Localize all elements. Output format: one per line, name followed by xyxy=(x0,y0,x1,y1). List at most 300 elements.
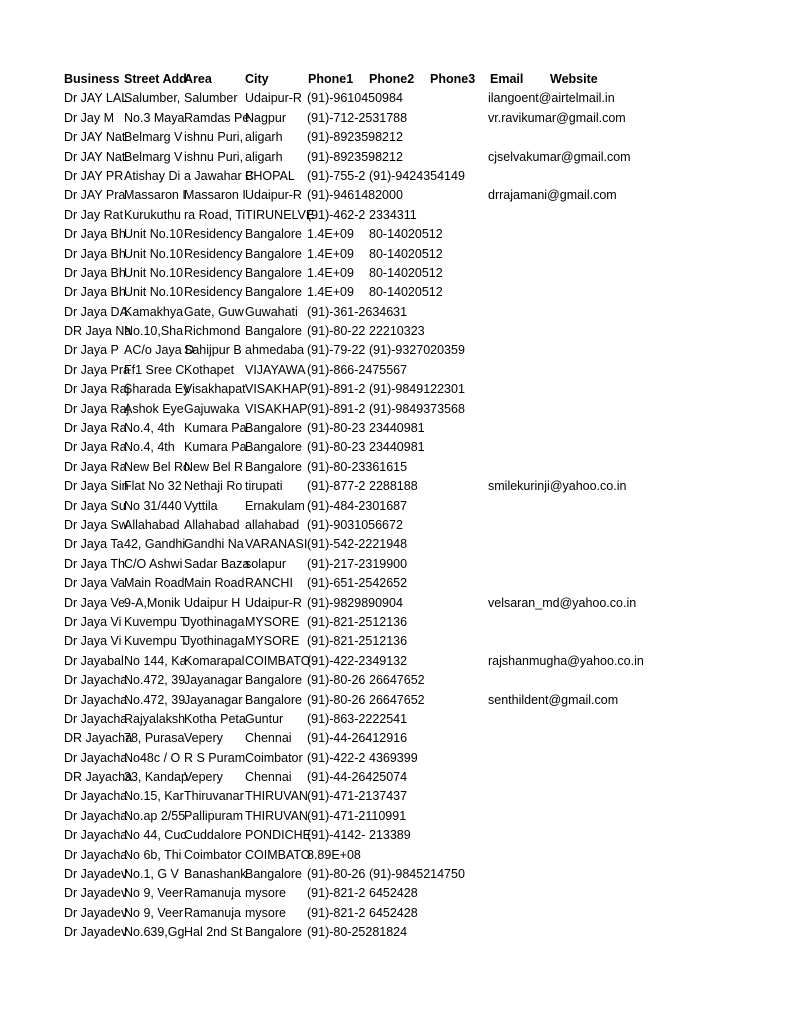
cell-area[interactable]: Ramdas Pe xyxy=(184,110,250,125)
cell-email[interactable]: velsaran_md@yahoo.co.in xyxy=(488,595,637,610)
cell-email[interactable]: rajshanmugha@yahoo.co.in xyxy=(488,653,644,668)
cell-area[interactable]: Richmond xyxy=(184,324,241,339)
cell-phone2[interactable] xyxy=(369,497,430,516)
cell-city[interactable]: allahabad xyxy=(245,517,300,532)
cell-phone1[interactable]: (91)-8923598212 xyxy=(307,130,403,145)
cell-area[interactable]: ishnu Puri, xyxy=(184,149,244,164)
cell-city[interactable]: COIMBATO xyxy=(245,847,311,862)
cell-city[interactable]: Bangalore xyxy=(245,867,302,882)
cell-phone1[interactable]: 1.4E+09 xyxy=(307,246,354,261)
cell-city[interactable]: Bangalore xyxy=(245,227,302,242)
cell-phone3[interactable] xyxy=(430,535,490,554)
cell-email[interactable] xyxy=(488,749,808,768)
cell-email[interactable] xyxy=(488,245,808,264)
cell-city[interactable]: Chennai xyxy=(245,731,292,746)
cell-business[interactable]: Dr Jaya Bh xyxy=(64,246,126,261)
cell-business[interactable]: Dr Jaya Pra xyxy=(64,362,130,377)
cell-phone1[interactable]: (91)-422-2349132 xyxy=(307,653,408,668)
cell-phone3[interactable] xyxy=(430,458,490,477)
header-email[interactable]: Email xyxy=(490,72,524,86)
cell-email[interactable] xyxy=(488,613,808,632)
cell-city[interactable]: RANCHI xyxy=(245,576,293,591)
cell-phone1[interactable]: (91)-4142- xyxy=(307,828,366,843)
cell-street-address[interactable]: No48c / O xyxy=(124,750,181,765)
cell-phone2[interactable] xyxy=(369,594,430,613)
cell-business[interactable]: DR Jayacha xyxy=(64,770,133,785)
cell-phone2[interactable] xyxy=(369,768,430,787)
cell-phone1[interactable]: (91)-80-22 xyxy=(307,324,366,339)
cell-phone2[interactable] xyxy=(369,710,430,729)
cell-area[interactable]: Sadar Baza xyxy=(184,556,250,571)
cell-phone3[interactable] xyxy=(430,613,490,632)
cell-phone2[interactable] xyxy=(369,807,430,826)
cell-phone2[interactable]: 26647652 xyxy=(369,692,425,707)
cell-area[interactable]: Gajuwaka xyxy=(184,401,240,416)
cell-phone2[interactable] xyxy=(369,128,430,147)
cell-street-address[interactable]: Ashok Eye xyxy=(124,401,184,416)
cell-city[interactable]: mysore xyxy=(245,886,286,901)
cell-phone1[interactable]: (91)-9031056672 xyxy=(307,517,403,532)
cell-area[interactable]: Gate, Guw xyxy=(184,304,244,319)
cell-street-address[interactable]: C/O Ashwi xyxy=(124,556,183,571)
cell-phone2[interactable] xyxy=(369,555,430,574)
cell-business[interactable]: Dr Jaya Va xyxy=(64,576,125,591)
cell-email[interactable] xyxy=(488,225,808,244)
cell-city[interactable]: VIJAYAWA xyxy=(245,362,306,377)
cell-phone3[interactable] xyxy=(430,283,490,302)
cell-phone1[interactable]: (91)-755-2 xyxy=(307,168,366,183)
cell-business[interactable]: Dr Jayacha xyxy=(64,808,128,823)
cell-phone2[interactable]: 80-14020512 xyxy=(369,227,443,242)
cell-phone1[interactable]: (91)-44-26412916 xyxy=(307,731,408,746)
cell-area[interactable]: Nethaji Ro xyxy=(184,479,243,494)
cell-phone1[interactable]: (91)-9829890904 xyxy=(307,595,403,610)
cell-phone1[interactable]: (91)-821-2512136 xyxy=(307,634,408,649)
cell-phone2[interactable]: 80-14020512 xyxy=(369,285,443,300)
cell-area[interactable]: Visakhapat xyxy=(184,382,246,397)
cell-city[interactable]: MYSORE xyxy=(245,614,300,629)
header-city[interactable]: City xyxy=(245,72,269,86)
cell-phone1[interactable]: (91)-542-2221948 xyxy=(307,537,408,552)
cell-city[interactable]: COIMBATO xyxy=(245,653,311,668)
cell-email[interactable] xyxy=(488,923,808,942)
cell-email[interactable] xyxy=(488,884,808,903)
cell-phone2[interactable] xyxy=(369,516,430,535)
cell-city[interactable]: VISAKHAP xyxy=(245,401,308,416)
cell-phone1[interactable]: (91)-863-2222541 xyxy=(307,711,408,726)
cell-business[interactable]: Dr JAY PR xyxy=(64,168,124,183)
cell-street-address[interactable]: Unit No.10 xyxy=(124,246,184,261)
cell-phone2[interactable]: 6452428 xyxy=(369,905,418,920)
cell-city[interactable]: Bangalore xyxy=(245,925,302,940)
cell-phone3[interactable] xyxy=(430,884,490,903)
cell-city[interactable]: VISAKHAP xyxy=(245,382,308,397)
cell-business[interactable]: Dr Jaya Bh xyxy=(64,285,126,300)
cell-email[interactable] xyxy=(488,671,808,690)
cell-phone3[interactable] xyxy=(430,128,490,147)
cell-phone1[interactable]: 1.4E+09 xyxy=(307,265,354,280)
cell-street-address[interactable]: No 9, Veer xyxy=(124,886,184,901)
cell-area[interactable]: Vepery xyxy=(184,731,223,746)
cell-city[interactable]: Udaipur-R xyxy=(245,91,302,106)
cell-phone1[interactable]: (91)-462-2 xyxy=(307,207,366,222)
cell-city[interactable]: solapur xyxy=(245,556,286,571)
cell-phone1[interactable]: (91)-79-22 xyxy=(307,343,366,358)
cell-phone3[interactable] xyxy=(430,264,490,283)
header-area[interactable]: Area xyxy=(184,72,212,86)
cell-area[interactable]: Vepery xyxy=(184,770,223,785)
cell-business[interactable]: Dr JAY Pra xyxy=(64,188,126,203)
cell-business[interactable]: Dr Jayadev xyxy=(64,886,128,901)
cell-business[interactable]: Dr Jayadev xyxy=(64,905,128,920)
cell-business[interactable]: Dr Jay M xyxy=(64,110,114,125)
cell-phone2[interactable]: 80-14020512 xyxy=(369,265,443,280)
cell-email[interactable] xyxy=(488,710,808,729)
cell-business[interactable]: Dr Jayacha xyxy=(64,828,128,843)
cell-street-address[interactable]: 33, Kandap xyxy=(124,770,188,785)
cell-phone1[interactable]: (91)-80-26 xyxy=(307,692,366,707)
cell-business[interactable]: Dr JAY Nat xyxy=(64,130,126,145)
cell-business[interactable]: Dr Jaya Ve xyxy=(64,595,126,610)
cell-street-address[interactable]: 9-A,Monik xyxy=(124,595,181,610)
cell-email[interactable] xyxy=(488,768,808,787)
cell-city[interactable]: Bangalore xyxy=(245,440,302,455)
cell-phone1[interactable]: (91)-891-2 xyxy=(307,401,366,416)
header-phone3[interactable]: Phone3 xyxy=(430,72,476,86)
cell-street-address[interactable]: No.15, Kar xyxy=(124,789,184,804)
cell-phone3[interactable] xyxy=(430,109,490,128)
cell-business[interactable]: Dr Jayacha xyxy=(64,673,128,688)
cell-phone2[interactable] xyxy=(369,574,430,593)
cell-street-address[interactable]: Kuvempu T xyxy=(124,614,188,629)
cell-email[interactable] xyxy=(488,341,808,360)
cell-phone1[interactable]: (91)-712-2531788 xyxy=(307,110,408,125)
cell-phone1[interactable]: (91)-866-2475567 xyxy=(307,362,408,377)
cell-phone1[interactable]: (91)-44-26425074 xyxy=(307,770,408,785)
cell-email[interactable] xyxy=(488,865,808,884)
cell-phone1[interactable]: (91)-651-2542652 xyxy=(307,576,408,591)
cell-business[interactable]: Dr Jayadev xyxy=(64,867,128,882)
cell-street-address[interactable]: No 9, Veer xyxy=(124,905,184,920)
cell-phone3[interactable] xyxy=(430,632,490,651)
cell-area[interactable]: Ramanuja xyxy=(184,886,241,901)
cell-street-address[interactable]: Kamakhya xyxy=(124,304,184,319)
cell-phone3[interactable] xyxy=(430,904,490,923)
cell-email[interactable] xyxy=(488,206,808,225)
cell-area[interactable]: Allahabad xyxy=(184,517,240,532)
cell-area[interactable]: Pallipuram xyxy=(184,808,244,823)
cell-city[interactable]: THIRUVAN xyxy=(245,808,308,823)
cell-street-address[interactable]: Unit No.10 xyxy=(124,265,184,280)
cell-business[interactable]: Dr Jaya Ra xyxy=(64,459,127,474)
cell-phone3[interactable] xyxy=(430,322,490,341)
cell-phone2[interactable]: (91)-9424354149 xyxy=(369,168,465,183)
cell-phone1[interactable]: (91)-9610450984 xyxy=(307,91,403,106)
cell-email[interactable] xyxy=(488,516,808,535)
cell-phone2[interactable]: (91)-9327020359 xyxy=(369,343,465,358)
cell-email[interactable] xyxy=(488,400,808,419)
cell-phone1[interactable]: (91)-422-2 xyxy=(307,750,366,765)
cell-phone1[interactable]: (91)-80-25281824 xyxy=(307,925,408,940)
cell-area[interactable]: Jayanagar xyxy=(184,673,243,688)
cell-street-address[interactable]: Sharada Ey xyxy=(124,382,190,397)
cell-phone3[interactable] xyxy=(430,477,490,496)
cell-area[interactable]: Jyothinaga xyxy=(184,634,245,649)
cell-street-address[interactable]: No 6b, Thi xyxy=(124,847,182,862)
cell-phone3[interactable] xyxy=(430,555,490,574)
cell-street-address[interactable]: No.472, 39 xyxy=(124,673,186,688)
cell-email[interactable] xyxy=(488,264,808,283)
cell-city[interactable]: PONDICHE xyxy=(245,828,311,843)
cell-phone3[interactable] xyxy=(430,671,490,690)
cell-street-address[interactable]: 78, Purasa xyxy=(124,731,185,746)
cell-phone2[interactable] xyxy=(369,632,430,651)
cell-street-address[interactable]: Rajyalaksh xyxy=(124,711,186,726)
cell-email[interactable]: drrajamani@gmail.com xyxy=(488,188,617,203)
cell-phone2[interactable] xyxy=(369,109,430,128)
cell-street-address[interactable]: No.10,Sha xyxy=(124,324,184,339)
cell-email[interactable] xyxy=(488,807,808,826)
cell-business[interactable]: Dr Jayacha xyxy=(64,711,128,726)
cell-phone2[interactable]: 80-14020512 xyxy=(369,246,443,261)
cell-phone3[interactable] xyxy=(430,865,490,884)
cell-area[interactable]: Kumara Pa xyxy=(184,440,247,455)
cell-city[interactable]: Bangalore xyxy=(245,285,302,300)
cell-city[interactable]: Coimbator xyxy=(245,750,303,765)
cell-street-address[interactable]: Kuvempu T xyxy=(124,634,188,649)
cell-phone1[interactable]: (91)-80-26 xyxy=(307,673,366,688)
cell-email[interactable] xyxy=(488,846,808,865)
cell-phone1[interactable]: (91)-821-2 xyxy=(307,886,366,901)
cell-street-address[interactable]: No.639,Gg xyxy=(124,925,185,940)
cell-area[interactable]: Gandhi Na xyxy=(184,537,244,552)
cell-phone3[interactable] xyxy=(430,206,490,225)
cell-phone2[interactable] xyxy=(369,613,430,632)
cell-business[interactable]: Dr Jayacha xyxy=(64,750,128,765)
cell-email[interactable] xyxy=(488,826,808,845)
cell-area[interactable]: Thiruvanar xyxy=(184,789,244,804)
cell-area[interactable]: New Bel R xyxy=(184,459,244,474)
cell-phone3[interactable] xyxy=(430,400,490,419)
cell-area[interactable]: Kumara Pa xyxy=(184,421,247,436)
header-website[interactable]: Website xyxy=(550,72,598,86)
cell-city[interactable]: Guwahati xyxy=(245,304,298,319)
cell-street-address[interactable]: Ff1 Sree C xyxy=(124,362,185,377)
cell-phone3[interactable] xyxy=(430,225,490,244)
cell-city[interactable]: TIRUNELVE xyxy=(245,207,315,222)
cell-business[interactable]: Dr Jaya Raj xyxy=(64,382,130,397)
cell-email[interactable] xyxy=(488,128,808,147)
cell-city[interactable]: Bangalore xyxy=(245,246,302,261)
cell-phone3[interactable] xyxy=(430,691,490,710)
cell-city[interactable]: Ernakulam xyxy=(245,498,305,513)
cell-street-address[interactable]: No.1, G V xyxy=(124,867,179,882)
cell-area[interactable]: Main Road xyxy=(184,576,245,591)
cell-business[interactable]: DR Jaya Na xyxy=(64,324,132,339)
cell-business[interactable]: Dr Jaya Ta xyxy=(64,537,124,552)
cell-business[interactable]: Dr Jaya P xyxy=(64,343,119,358)
cell-phone3[interactable] xyxy=(430,341,490,360)
cell-phone2[interactable]: (91)-9849373568 xyxy=(369,401,465,416)
cell-email[interactable] xyxy=(488,555,808,574)
cell-area[interactable]: Jyothinaga xyxy=(184,614,245,629)
cell-phone2[interactable]: 6452428 xyxy=(369,886,418,901)
cell-street-address[interactable]: Unit No.10 xyxy=(124,227,184,242)
cell-city[interactable]: Guntur xyxy=(245,711,284,726)
cell-business[interactable]: Dr Jayacha xyxy=(64,847,128,862)
cell-street-address[interactable]: No 31/440 xyxy=(124,498,182,513)
cell-area[interactable]: Salumber xyxy=(184,91,238,106)
cell-phone2[interactable]: 4369399 xyxy=(369,750,418,765)
cell-city[interactable]: ahmedaba xyxy=(245,343,305,358)
cell-email[interactable] xyxy=(488,438,808,457)
cell-area[interactable]: Kothapet xyxy=(184,362,235,377)
cell-phone2[interactable] xyxy=(369,458,430,477)
cell-phone1[interactable]: (91)-80-23 xyxy=(307,440,366,455)
cell-phone1[interactable]: (91)-821-2 xyxy=(307,905,366,920)
cell-email[interactable] xyxy=(488,535,808,554)
cell-phone1[interactable]: (91)-484-2301687 xyxy=(307,498,408,513)
cell-city[interactable]: Udaipur-R xyxy=(245,595,302,610)
cell-phone3[interactable] xyxy=(430,574,490,593)
cell-phone3[interactable] xyxy=(430,787,490,806)
cell-city[interactable]: Bangalore xyxy=(245,459,302,474)
cell-phone3[interactable] xyxy=(430,594,490,613)
cell-street-address[interactable]: Unit No.10 xyxy=(124,285,184,300)
cell-phone3[interactable] xyxy=(430,652,490,671)
cell-business[interactable]: Dr JAY LAL xyxy=(64,91,129,106)
cell-street-address[interactable]: Atishay Di xyxy=(124,168,181,183)
cell-phone1[interactable]: (91)-821-2512136 xyxy=(307,614,408,629)
cell-email[interactable]: senthildent@gmail.com xyxy=(488,692,619,707)
cell-phone3[interactable] xyxy=(430,167,490,186)
cell-email[interactable]: vr.ravikumar@gmail.com xyxy=(488,110,626,125)
cell-city[interactable]: Bangalore xyxy=(245,265,302,280)
cell-area[interactable]: Residency xyxy=(184,246,243,261)
cell-business[interactable]: Dr Jayacha xyxy=(64,692,128,707)
cell-area[interactable]: Massaron I xyxy=(184,188,246,203)
cell-email[interactable]: cjselvakumar@gmail.com xyxy=(488,149,631,164)
cell-street-address[interactable]: No 44, Cuc xyxy=(124,828,187,843)
cell-business[interactable]: Dr Jaya Ra xyxy=(64,440,127,455)
cell-business[interactable]: Dr Jaya Vi xyxy=(64,634,122,649)
cell-phone3[interactable] xyxy=(430,89,490,108)
cell-email[interactable] xyxy=(488,361,808,380)
cell-phone2[interactable] xyxy=(369,787,430,806)
cell-area[interactable]: Ramanuja xyxy=(184,905,241,920)
cell-phone1[interactable]: (91)-80-26 xyxy=(307,867,366,882)
cell-phone3[interactable] xyxy=(430,361,490,380)
cell-phone2[interactable] xyxy=(369,303,430,322)
cell-phone2[interactable] xyxy=(369,923,430,942)
cell-business[interactable]: Dr Jaya Bh xyxy=(64,227,126,242)
cell-city[interactable]: Bangalore xyxy=(245,692,302,707)
cell-email[interactable] xyxy=(488,497,808,516)
cell-phone3[interactable] xyxy=(430,923,490,942)
cell-phone2[interactable]: 22210323 xyxy=(369,324,425,339)
cell-phone2[interactable]: 26647652 xyxy=(369,673,425,688)
cell-phone1[interactable]: (91)-8923598212 xyxy=(307,149,403,164)
cell-city[interactable]: aligarh xyxy=(245,130,283,145)
cell-email[interactable] xyxy=(488,632,808,651)
cell-street-address[interactable]: Salumber, xyxy=(124,91,181,106)
cell-street-address[interactable]: Allahabad xyxy=(124,517,180,532)
cell-phone3[interactable] xyxy=(430,497,490,516)
cell-phone2[interactable]: 213389 xyxy=(369,828,411,843)
cell-phone1[interactable]: (91)-361-2634631 xyxy=(307,304,408,319)
cell-phone2[interactable]: 23440981 xyxy=(369,440,425,455)
cell-street-address[interactable]: No.3 Maya xyxy=(124,110,185,125)
cell-street-address[interactable]: Belmarg V xyxy=(124,149,183,164)
cell-phone2[interactable] xyxy=(369,535,430,554)
cell-email[interactable] xyxy=(488,380,808,399)
cell-email[interactable] xyxy=(488,419,808,438)
cell-area[interactable]: a Jawahar C xyxy=(184,168,255,183)
cell-phone3[interactable] xyxy=(430,380,490,399)
cell-phone3[interactable] xyxy=(430,768,490,787)
cell-email[interactable] xyxy=(488,729,808,748)
header-phone1[interactable]: Phone1 xyxy=(308,72,354,86)
cell-email[interactable] xyxy=(488,574,808,593)
cell-city[interactable]: Udaipur-R xyxy=(245,188,302,203)
cell-area[interactable]: Residency xyxy=(184,285,243,300)
cell-business[interactable]: Dr Jaya Th xyxy=(64,556,125,571)
cell-phone2[interactable]: (91)-9849122301 xyxy=(369,382,465,397)
header-business[interactable]: Business xyxy=(64,72,120,86)
cell-area[interactable]: Coimbator xyxy=(184,847,242,862)
cell-business[interactable]: DR Jayacha xyxy=(64,731,133,746)
cell-phone3[interactable] xyxy=(430,729,490,748)
cell-email[interactable] xyxy=(488,904,808,923)
cell-phone2[interactable] xyxy=(369,729,430,748)
cell-street-address[interactable]: No.472, 39 xyxy=(124,692,186,707)
cell-area[interactable]: R S Puram xyxy=(184,750,246,765)
cell-business[interactable]: Dr Jayabal xyxy=(64,653,124,668)
cell-area[interactable]: Komarapal xyxy=(184,653,245,668)
cell-area[interactable]: Vyttila xyxy=(184,498,218,513)
cell-business[interactable]: Dr Jaya Raj xyxy=(64,401,130,416)
cell-phone1[interactable]: (91)-80-23 xyxy=(307,421,366,436)
cell-street-address[interactable]: 42, Gandhi xyxy=(124,537,186,552)
cell-area[interactable]: Residency xyxy=(184,227,243,242)
cell-phone2[interactable] xyxy=(369,148,430,167)
cell-business[interactable]: Dr Jaya Su xyxy=(64,498,126,513)
cell-phone3[interactable] xyxy=(430,749,490,768)
cell-phone3[interactable] xyxy=(430,710,490,729)
cell-phone1[interactable]: (91)-80-23361615 xyxy=(307,459,408,474)
cell-area[interactable]: ra Road, Ti xyxy=(184,207,246,222)
cell-street-address[interactable]: Flat No 32 xyxy=(124,479,182,494)
cell-street-address[interactable]: No.4, 4th xyxy=(124,440,175,455)
cell-street-address[interactable]: Massaron I xyxy=(124,188,186,203)
cell-email[interactable]: ilangoent@airtelmail.in xyxy=(488,91,615,106)
cell-street-address[interactable]: No.4, 4th xyxy=(124,421,175,436)
cell-email[interactable] xyxy=(488,167,808,186)
cell-city[interactable]: VARANASI xyxy=(245,537,308,552)
cell-business[interactable]: Dr Jaya DA xyxy=(64,304,128,319)
cell-phone1[interactable]: (91)-471-2110991 xyxy=(307,808,407,823)
cell-email[interactable] xyxy=(488,787,808,806)
cell-email[interactable]: smilekurinji@yahoo.co.in xyxy=(488,479,627,494)
cell-business[interactable]: Dr Jaya Sw xyxy=(64,517,128,532)
cell-business[interactable]: Dr Jayadev xyxy=(64,925,128,940)
cell-street-address[interactable]: Main Road xyxy=(124,576,185,591)
cell-business[interactable]: Dr Jay Rat xyxy=(64,207,124,222)
cell-phone2[interactable] xyxy=(369,846,430,865)
cell-business[interactable]: Dr Jaya Ra xyxy=(64,421,127,436)
cell-area[interactable]: Jayanagar xyxy=(184,692,243,707)
cell-phone2[interactable] xyxy=(369,89,430,108)
